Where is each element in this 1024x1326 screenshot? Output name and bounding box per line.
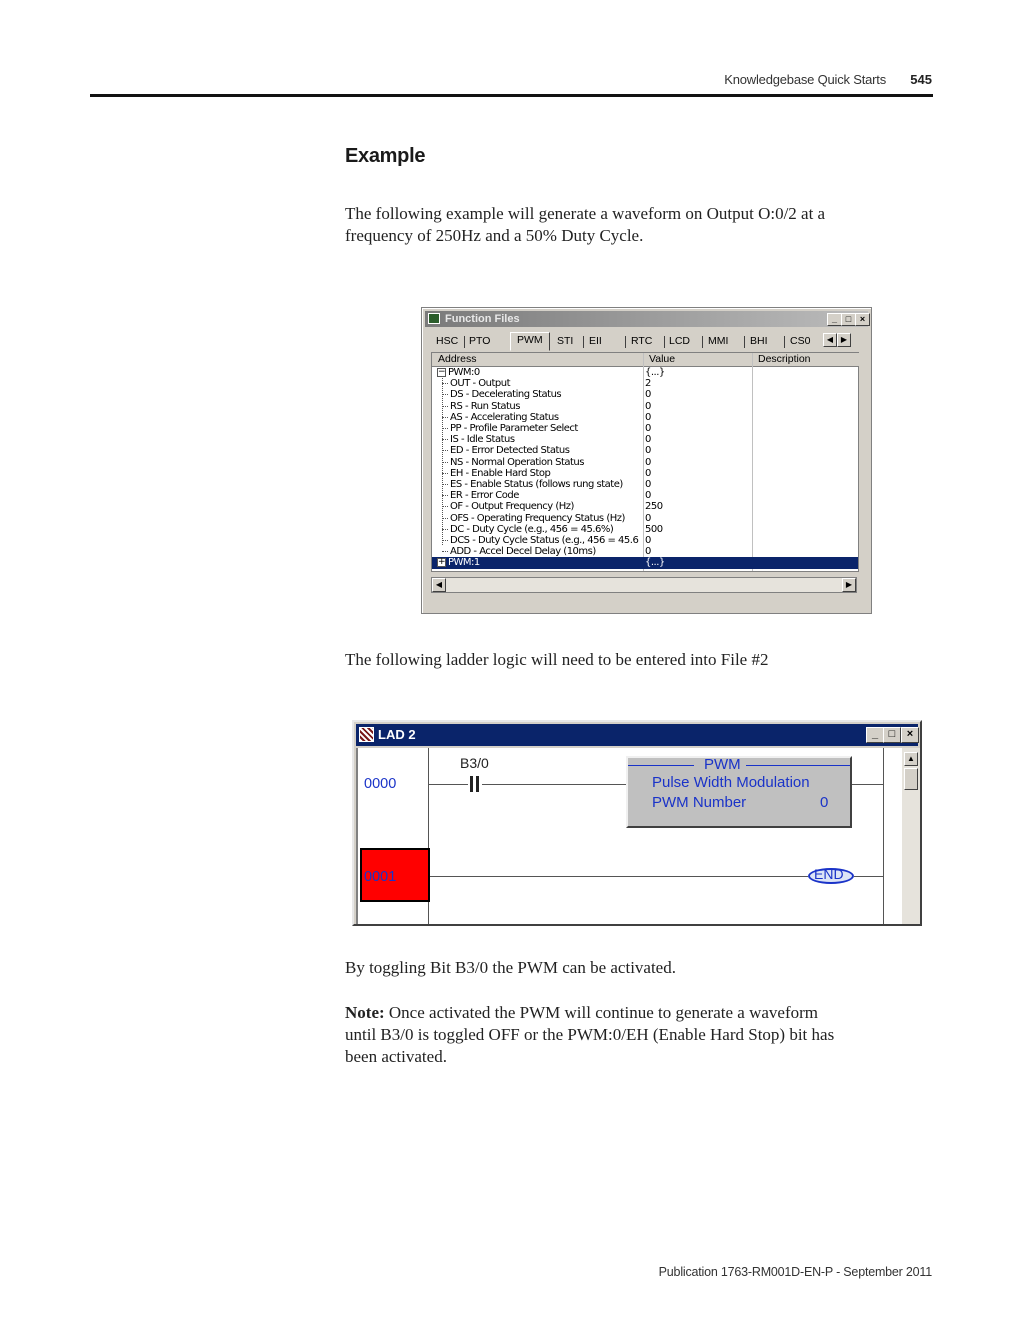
- address-cell: OF - Output Frequency (Hz): [450, 501, 574, 513]
- table-row[interactable]: [432, 535, 858, 546]
- value-cell[interactable]: 0: [645, 546, 651, 558]
- window-title: Function Files: [445, 313, 520, 325]
- address-cell: PP - Profile Parameter Select: [450, 423, 578, 434]
- ladder-app-icon: [359, 727, 374, 742]
- address-cell: AS - Accelerating Status: [450, 411, 559, 423]
- intro-line-1: The following example will generate a waveform on Output O:0/2 at a: [345, 204, 826, 223]
- table-row[interactable]: [432, 412, 858, 423]
- pwm-instruction-block[interactable]: [626, 756, 852, 828]
- tree-group-row[interactable]: [432, 557, 858, 568]
- minimize-icon[interactable]: _: [866, 727, 884, 743]
- page-number: 545: [910, 72, 932, 87]
- publication-footer: Publication 1763-RM001D-EN-P - September 2011: [658, 1265, 932, 1279]
- value-cell[interactable]: 2: [645, 378, 651, 390]
- tab-mmi[interactable]: MMI: [708, 335, 729, 347]
- value-cell[interactable]: 0: [645, 423, 651, 434]
- table-row[interactable]: [432, 524, 858, 535]
- note-line-1: Once activated the PWM will continue to generate a waveform: [384, 1003, 818, 1022]
- value-cell[interactable]: 0: [645, 535, 651, 546]
- address-cell: DCS - Duty Cycle Status (e.g., 456 = 45.6: [450, 535, 639, 546]
- maximize-icon[interactable]: □: [883, 727, 901, 743]
- ladder-intro-text: The following ladder logic will need to be entered into File #2: [345, 650, 769, 669]
- tab-sti[interactable]: STI: [557, 335, 574, 347]
- pwm-description: Pulse Width Modulation: [652, 774, 810, 791]
- address-cell: EH - Enable Hard Stop: [450, 467, 551, 479]
- value-cell[interactable]: 0: [645, 445, 651, 457]
- function-files-titlebar[interactable]: [425, 311, 868, 327]
- table-row[interactable]: [432, 468, 858, 479]
- intro-line-2: frequency of 250Hz and a 50% Duty Cycle.: [345, 226, 644, 245]
- rung-number-0000[interactable]: 0000: [364, 776, 397, 792]
- value-cell[interactable]: 0: [645, 389, 651, 401]
- tab-bhi[interactable]: BHI: [750, 335, 768, 347]
- tab-rtc[interactable]: RTC: [631, 335, 653, 347]
- address-cell: DC - Duty Cycle (e.g., 456 = 45.6%): [450, 523, 614, 535]
- value-cell[interactable]: 0: [645, 479, 651, 490]
- note-label: Note:: [345, 1003, 385, 1022]
- xic-contact-icon[interactable]: [468, 776, 482, 792]
- value-cell[interactable]: {...}: [645, 557, 665, 569]
- value-cell[interactable]: 0: [645, 490, 651, 502]
- table-row[interactable]: [432, 423, 858, 434]
- toggle-text: By toggling Bit B3/0 the PWM can be activated.: [345, 958, 676, 977]
- running-header: Knowledgebase Quick Starts: [724, 72, 886, 87]
- scroll-up-icon[interactable]: ▲: [904, 752, 918, 766]
- table-row[interactable]: [432, 445, 858, 456]
- intro-paragraph: [345, 203, 935, 247]
- table-row[interactable]: [432, 457, 858, 468]
- collapse-icon[interactable]: −: [438, 367, 446, 377]
- tab-cs0[interactable]: CS0: [790, 335, 811, 347]
- scroll-thumb[interactable]: [904, 768, 918, 790]
- address-cell: ES - Enable Status (follows rung state): [450, 479, 623, 490]
- address-cell: OUT - Output: [450, 378, 511, 390]
- function-files-window: [421, 307, 872, 614]
- table-row[interactable]: [432, 401, 858, 412]
- value-cell[interactable]: {...}: [645, 367, 665, 378]
- ladder-titlebar[interactable]: [356, 724, 918, 746]
- table-row[interactable]: [432, 389, 858, 400]
- column-header-address[interactable]: Address: [432, 353, 643, 367]
- value-cell[interactable]: 250: [645, 501, 663, 513]
- note-line-2: until B3/0 is toggled OFF or the PWM:0/EH (Enable Hard Stop) bit has: [345, 1025, 835, 1044]
- value-cell[interactable]: 500: [645, 523, 663, 535]
- scroll-right-icon[interactable]: ▶: [842, 578, 856, 592]
- expand-icon[interactable]: +: [438, 557, 446, 568]
- tree-group-row[interactable]: [432, 367, 858, 378]
- vertical-scrollbar[interactable]: [902, 748, 920, 924]
- address-cell: ER - Error Code: [450, 490, 519, 502]
- column-header-value[interactable]: Value: [643, 353, 752, 367]
- value-cell[interactable]: 0: [645, 411, 651, 423]
- rung-number-0001[interactable]: 0001: [364, 869, 397, 885]
- address-cell: NS - Normal Operation Status: [450, 456, 584, 468]
- note-paragraph: [345, 1002, 935, 1068]
- address-cell: DS - Decelerating Status: [450, 389, 562, 401]
- function-files-tabs: [430, 332, 862, 350]
- tab-pto[interactable]: PTO: [469, 335, 491, 347]
- note-line-3: been activated.: [345, 1047, 447, 1066]
- tab-eii[interactable]: EII: [589, 335, 602, 347]
- ladder-window: [352, 720, 922, 926]
- table-row[interactable]: [432, 490, 858, 501]
- pwm-number-label: PWM Number: [652, 794, 747, 811]
- scroll-left-icon[interactable]: ◀: [432, 578, 446, 592]
- value-cell[interactable]: 0: [645, 512, 651, 524]
- minimize-icon[interactable]: _: [827, 313, 842, 326]
- tab-scroll-left-icon[interactable]: ◀: [823, 333, 837, 347]
- address-cell: RS - Run Status: [450, 400, 520, 412]
- value-cell[interactable]: 0: [645, 400, 651, 412]
- value-cell[interactable]: 0: [645, 434, 651, 446]
- ladder-editor[interactable]: [356, 748, 902, 924]
- contact-address: B3/0: [460, 755, 489, 771]
- section-heading: Example: [345, 145, 426, 167]
- tab-scroll-right-icon[interactable]: ▶: [837, 333, 851, 347]
- value-cell[interactable]: 0: [645, 467, 651, 479]
- window-app-icon: [428, 313, 440, 324]
- table-row[interactable]: [432, 479, 858, 490]
- address-cell: ED - Error Detected Status: [450, 445, 570, 457]
- column-header-description[interactable]: Description: [752, 353, 859, 367]
- address-cell: OFS - Operating Frequency Status (Hz): [450, 512, 625, 524]
- table-row[interactable]: [432, 378, 858, 389]
- value-cell[interactable]: 0: [645, 456, 651, 468]
- address-cell: IS - Idle Status: [450, 434, 515, 446]
- address-cell: PWM:0: [448, 367, 480, 378]
- address-cell: ADD - Accel Decel Delay (10ms): [450, 546, 596, 558]
- function-files-grid: [431, 352, 859, 572]
- pwm-number-value: 0: [820, 794, 829, 811]
- pwm-instruction-label: PWM: [704, 756, 741, 773]
- table-row[interactable]: [432, 546, 858, 557]
- tab-pwm[interactable]: PWM: [510, 332, 550, 351]
- end-label: END: [814, 866, 844, 882]
- close-icon[interactable]: ×: [855, 313, 870, 326]
- table-row[interactable]: [432, 434, 858, 445]
- table-row[interactable]: [432, 501, 858, 512]
- tab-lcd[interactable]: LCD: [669, 335, 691, 347]
- close-icon[interactable]: ×: [901, 727, 919, 743]
- maximize-icon[interactable]: □: [841, 313, 856, 326]
- right-power-rail: [883, 748, 884, 924]
- table-row[interactable]: [432, 513, 858, 524]
- address-cell: PWM:1: [448, 557, 480, 569]
- horizontal-scrollbar[interactable]: [431, 577, 857, 593]
- ladder-window-title: LAD 2: [378, 727, 416, 742]
- tab-hsc[interactable]: HSC: [436, 335, 459, 347]
- header-rule: [90, 94, 933, 97]
